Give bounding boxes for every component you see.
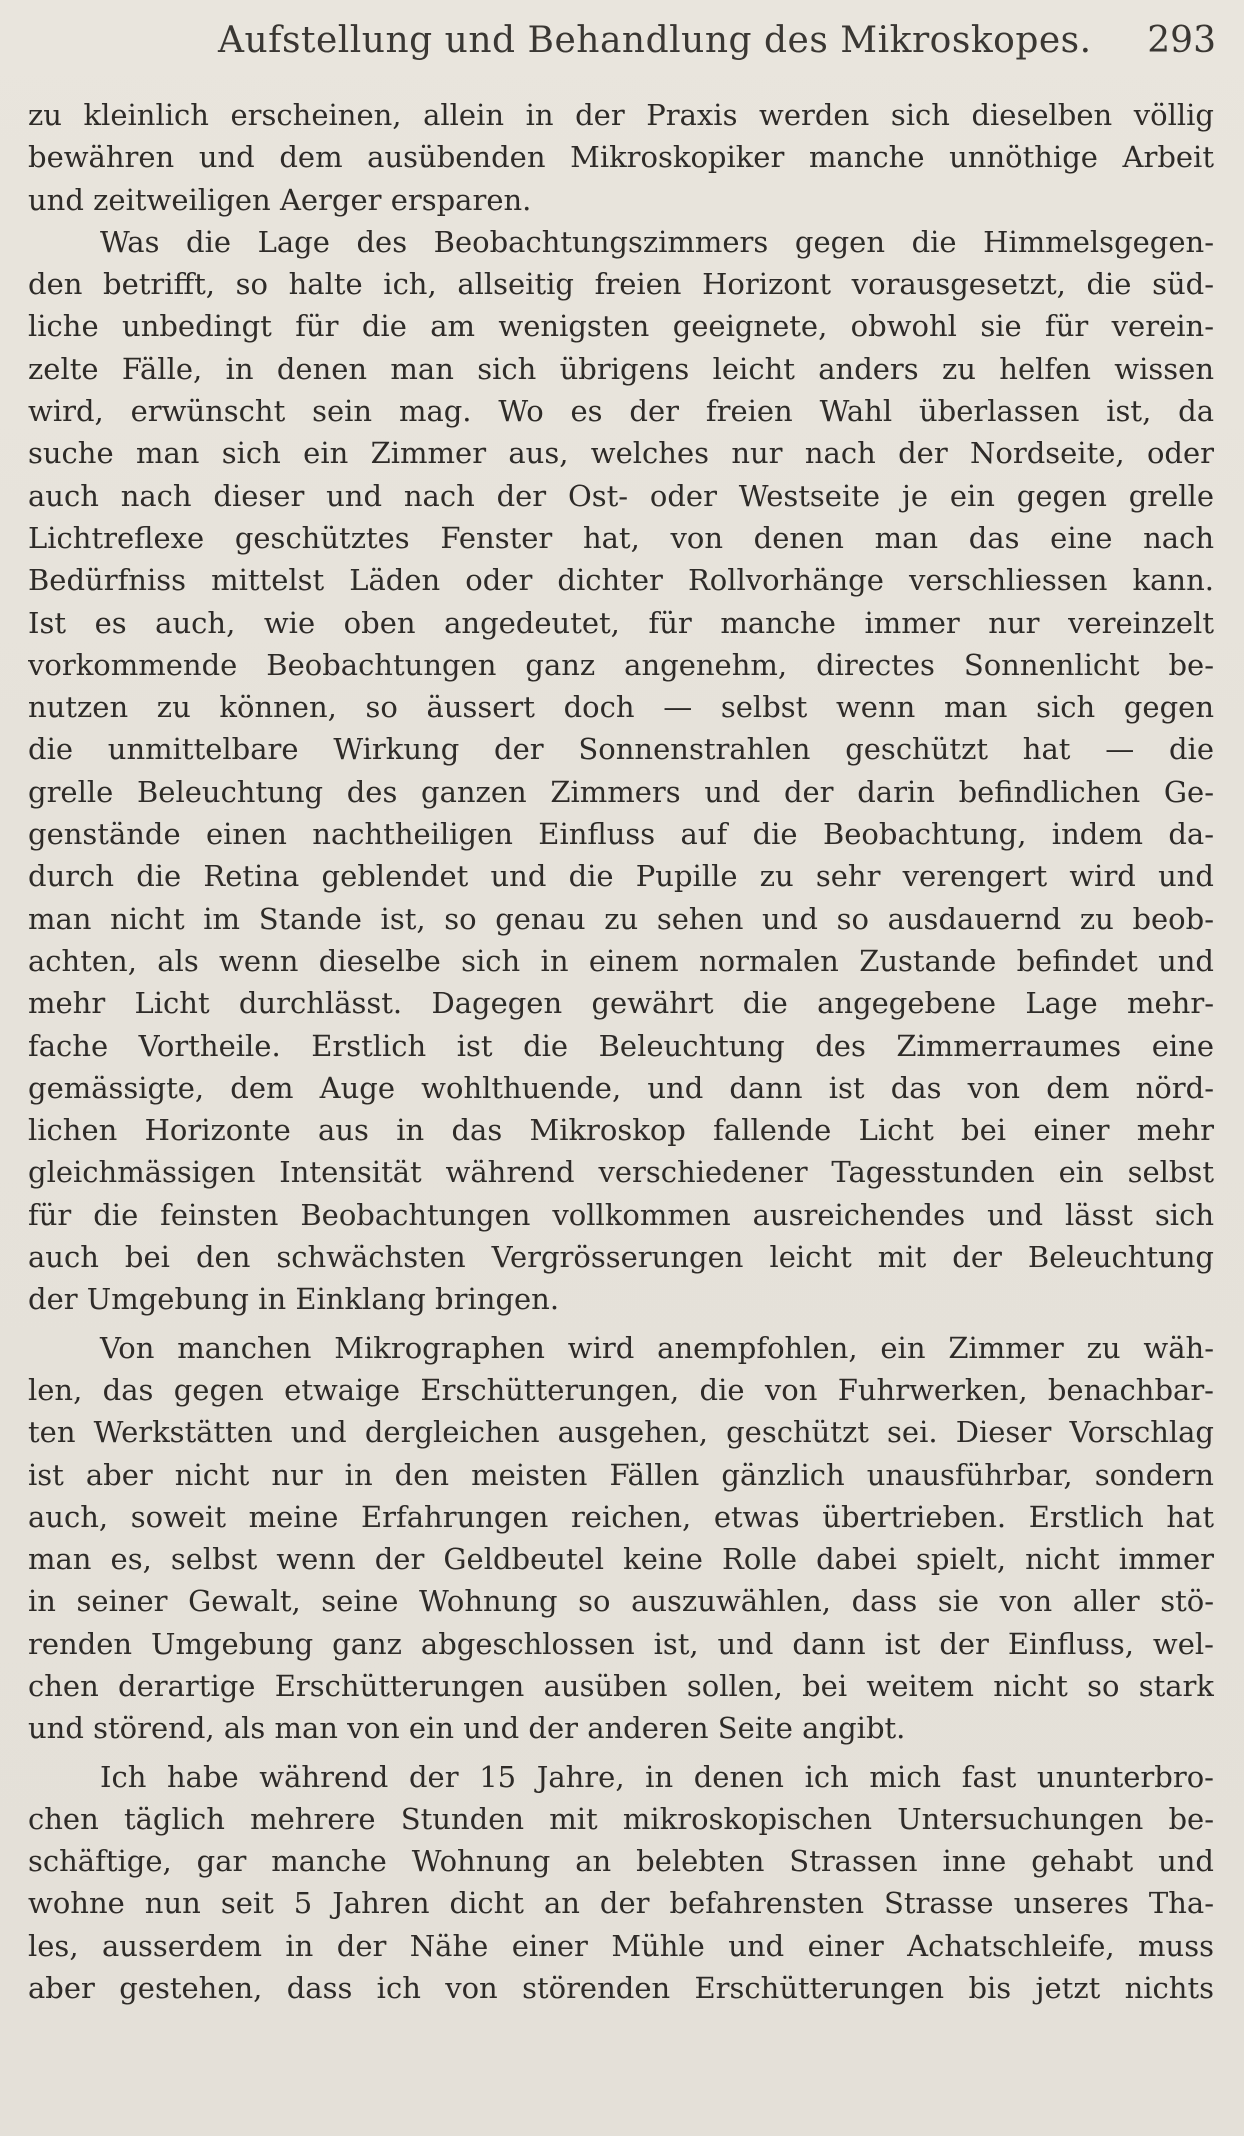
text-line: man es, selbst wenn der Geldbeutel keine Rolle dabei spielt, nicht immer: [28, 1542, 1214, 1577]
text-line: gemässigte, dem Auge wohlthuende, und dann ist das von dem nörd-: [28, 1070, 1214, 1105]
text-line: den betrifft, so halte ich, allseitig freien Horizont vorausgesetzt, die süd-: [28, 267, 1214, 302]
paragraph: [28, 1327, 1214, 1750]
text-line: Bedürfniss mittelst Läden oder dichter Rollvorhänge verschliessen kann.: [28, 563, 1214, 598]
text-line: suche man sich ein Zimmer aus, welches nur nach der Nordseite, oder: [28, 436, 1214, 471]
text-line: Lichtreflexe geschütztes Fenster hat, von denen man das eine nach: [28, 520, 1214, 555]
text-line: renden Umgebung ganz abgeschlossen ist, und dann ist der Einfluss, wel-: [28, 1626, 1214, 1661]
running-title: Aufstellung und Behandlung des Mikroskopes.: [218, 20, 1092, 61]
text-line: in seiner Gewalt, seine Wohnung so auszuwählen, dass sie von aller stö-: [28, 1584, 1214, 1619]
text-line: mehr Licht durchlässt. Dagegen gewährt die angegebene Lage mehr-: [28, 986, 1214, 1021]
text-line: und zeitweiligen Aerger ersparen.: [28, 182, 532, 217]
text-line: und störend, als man von ein und der anderen Seite angibt.: [28, 1711, 906, 1746]
paragraph: [28, 1756, 1214, 2010]
text-line: Von manchen Mikrographen wird anempfohlen, ein Zimmer zu wäh-: [100, 1330, 1214, 1365]
text-line: wohne nun seit 5 Jahren dicht an der befahrensten Strasse unseres Tha-: [28, 1886, 1214, 1921]
text-line: grelle Beleuchtung des ganzen Zimmers und der darin befindlichen Ge-: [28, 774, 1214, 809]
text-line: chen derartige Erschütterungen ausüben sollen, bei weitem nicht so stark: [28, 1668, 1214, 1703]
text-line: Ist es auch, wie oben angedeutet, für manche immer nur vereinzelt: [28, 605, 1214, 640]
text-line: auch nach dieser und nach der Ost- oder Westseite je ein gegen grelle: [28, 478, 1214, 513]
text-line: achten, als wenn dieselbe sich in einem normalen Zustande befindet und: [28, 943, 1214, 978]
text-line: zu kleinlich erscheinen, allein in der Praxis werden sich dieselben völlig: [28, 98, 1214, 132]
text-line: der Umgebung in Einklang bringen.: [28, 1282, 560, 1317]
text-line: genstände einen nachtheiligen Einfluss auf die Beobachtung, indem da-: [28, 817, 1214, 852]
body-text: [28, 94, 1214, 2009]
text-line: liche unbedingt für die am wenigsten geeignete, obwohl sie für verein-: [28, 309, 1214, 344]
text-line: lichen Horizonte aus in das Mikroskop fallende Licht bei einer mehr: [28, 1113, 1214, 1148]
text-line: wird, erwünscht sein mag. Wo es der freien Wahl überlassen ist, da: [28, 394, 1214, 429]
text-line: nutzen zu können, so äussert doch — selbst wenn man sich gegen: [28, 690, 1214, 725]
text-line: schäftige, gar manche Wohnung an belebten Strassen inne gehabt und: [28, 1844, 1214, 1879]
text-line: ten Werkstätten und dergleichen ausgehen, geschützt sei. Dieser Vorschlag: [28, 1415, 1214, 1450]
text-line: durch die Retina geblendet und die Pupille zu sehr verengert wird und: [28, 859, 1214, 894]
paragraph: [28, 94, 1214, 221]
text-line: für die feinsten Beobachtungen vollkommen ausreichendes und lässt sich: [28, 1197, 1214, 1232]
paragraph: [28, 221, 1214, 1321]
text-line: man nicht im Stande ist, so genau zu sehen und so ausdauernd zu beob-: [28, 901, 1214, 936]
text-line: ist aber nicht nur in den meisten Fällen gänzlich unausführbar, sondern: [28, 1457, 1214, 1492]
text-line: die unmittelbare Wirkung der Sonnenstrahlen geschützt hat — die: [28, 732, 1214, 767]
text-line: Was die Lage des Beobachtungszimmers gegen die Himmelsgegen-: [100, 224, 1214, 259]
text-line: vorkommende Beobachtungen ganz angenehm, directes Sonnenlicht be-: [28, 647, 1214, 682]
text-line: les, ausserdem in der Nähe einer Mühle und einer Achatschleife, muss: [28, 1928, 1214, 1963]
text-line: zelte Fälle, in denen man sich übrigens leicht anders zu helfen wissen: [28, 351, 1214, 386]
text-line: gleichmässigen Intensität während verschiedener Tagesstunden ein selbst: [28, 1155, 1214, 1190]
text-line: len, das gegen etwaige Erschütterungen, die von Fuhrwerken, benachbar-: [28, 1372, 1214, 1407]
text-line: fache Vortheile. Erstlich ist die Beleuchtung des Zimmerraumes eine: [28, 1028, 1214, 1063]
text-line: auch bei den schwächsten Vergrösserungen leicht mit der Beleuchtung: [28, 1240, 1214, 1275]
text-line: bewähren und dem ausübenden Mikroskopiker manche unnöthige Arbeit: [28, 140, 1214, 175]
text-line: chen täglich mehrere Stunden mit mikroskopischen Untersuchungen be-: [28, 1801, 1214, 1836]
page-header: [28, 14, 1216, 74]
text-line: aber gestehen, dass ich von störenden Erschütterungen bis jetzt nichts: [28, 1971, 1214, 2006]
page-number: 293: [1147, 20, 1216, 61]
text-line: Ich habe während der 15 Jahre, in denen ich mich fast ununterbro-: [100, 1759, 1214, 1794]
text-line: auch, soweit meine Erfahrungen reichen, etwas übertrieben. Erstlich hat: [28, 1499, 1214, 1534]
